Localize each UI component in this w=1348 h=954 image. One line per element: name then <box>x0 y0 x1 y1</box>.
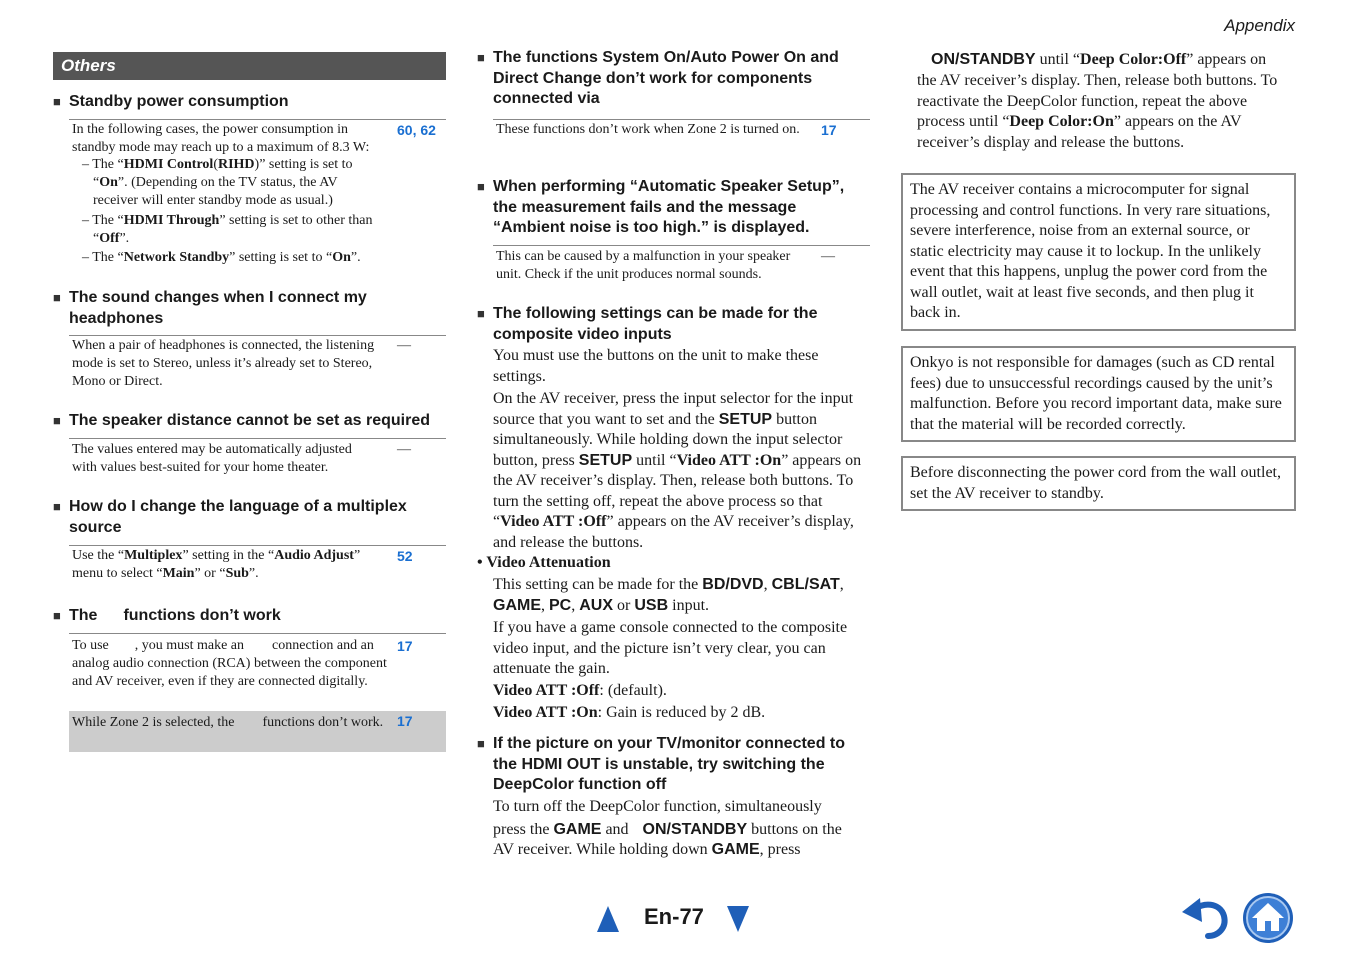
note-box-microcomputer: The AV receiver contains a microcomputer for signal processing and control functions. In very rare situations, severe interference, noise from an external source, or static electricity may cause it to lockup. In the unlikely event that this happens, unplug the power cord from the wall outlet, wait at least five seconds, and then plug it back in. <box>901 173 1296 331</box>
page-link-17[interactable]: 17 <box>397 713 413 729</box>
divider <box>493 245 870 246</box>
entry-text: These functions don’t work when Zone 2 is turned on. <box>496 122 800 137</box>
prev-page-icon[interactable] <box>597 906 619 932</box>
list-item-cont: receiver will enter standby mode as usual.) <box>93 193 333 208</box>
page-ref-none: — <box>397 442 411 457</box>
divider <box>493 119 870 120</box>
list-item-cont: “On”. (Depending on the TV status, the AV <box>93 175 338 190</box>
entry-text: The values entered may be automatically adjusted with values best-suited for your home theater. <box>72 442 352 475</box>
divider <box>69 335 446 336</box>
entry-text: While Zone 2 is selected, the functions don’t work. <box>72 715 384 730</box>
paragraph: If you have a game console connected to the composite video input, and the picture isn’t very clear, you can attenuate the gain. <box>493 619 848 677</box>
home-icon[interactable] <box>1242 892 1294 944</box>
divider <box>69 119 446 120</box>
paragraph: the AV receiver’s display. Then, release both buttons. To reactivate the DeepColor function, repeat the above process until “Deep Color:On” appears on the AV receiver’s display and release the buttons. <box>917 72 1278 151</box>
heading-functions: ■ The functions don’t work <box>53 605 446 626</box>
paragraph: This setting can be made for the BD/DVD, CBL/SAT, GAME, PC, AUX or USB input. <box>493 576 844 614</box>
paragraph: ON/STANDBY until “Deep Color:Off” appears on <box>931 51 1267 68</box>
heading-deepcolor: ■ If the picture on your TV/monitor connected to the HDMI OUT is unstable, try switching the DeepColor function off <box>477 734 870 796</box>
paragraph: On the AV receiver, press the input selector for the input source that you want to set and the SETUP button simultaneously. While holding down the input selector button, press SETUP until “Video ATT :On” appears on the AV receiver’s display. Then, release both buttons. To turn the setting off, repeat the above process so that “Video ATT :Off” appears on the AV receiver’s display, and release the buttons. <box>493 390 862 551</box>
divider <box>69 633 446 634</box>
paragraph: You must use the buttons on the unit to make these settings. <box>493 347 819 385</box>
page-ref-none: — <box>397 338 411 353</box>
section-label: Appendix <box>1224 16 1295 35</box>
page-link-62[interactable]: 62 <box>420 122 436 138</box>
entry-zone2-highlight <box>69 711 446 752</box>
heading-standby-power: ■ Standby power consumption <box>53 91 446 112</box>
heading-composite: ■ The following settings can be made for the composite video inputs <box>477 304 870 345</box>
list-item: – The “HDMI Through” setting is set to other than <box>82 213 373 228</box>
divider <box>69 438 446 439</box>
heading-headphones: ■ The sound changes when I connect my headphones <box>53 287 399 329</box>
page-link-17[interactable]: 17 <box>821 122 837 138</box>
note-box-liability: Onkyo is not responsible for damages (such as CD rental fees) due to unsuccessful recordings caused by the unit’s malfunction. Before you record important data, make sure that the material will be recorded correctly. <box>901 346 1296 442</box>
entry-text: This can be caused by a malfunction in your speaker unit. Check if the unit produces normal sounds. <box>496 249 791 282</box>
list-item: – The “HDMI Control(RIHD)” setting is set to <box>82 157 353 172</box>
paragraph: AV receiver. While holding down GAME, press <box>493 841 801 858</box>
list-item: – The “Network Standby” setting is set to “On”. <box>82 250 361 265</box>
paragraph: press the GAME and ON/STANDBY buttons on the <box>493 821 842 838</box>
page-link-60[interactable]: 60 <box>397 122 413 138</box>
next-page-icon[interactable] <box>727 906 749 932</box>
entry-text: In the following cases, the power consumption in standby mode may reach up to a maximum of 8.3 W: <box>72 122 370 155</box>
page-link-17[interactable]: 17 <box>397 638 413 654</box>
heading-speaker-distance: ■ The speaker distance cannot be set as required <box>53 410 446 431</box>
page-number: En-77 <box>644 904 704 929</box>
paragraph: To turn off the DeepColor function, simultaneously <box>493 798 822 815</box>
entry-text: To use , you must make an connection and an analog audio connection (RCA) between the component and AV receiver, even if they are connected digitally. <box>72 638 387 689</box>
heading-system-on: ■ The functions System On/Auto Power On and Direct Change don’t work for components connected via <box>477 48 870 110</box>
bullet-video-attenuation: • Video Attenuation <box>477 554 611 571</box>
entry-text: When a pair of headphones is connected, the listening mode is set to Stereo, unless it’s already set to Stereo, Mono or Direct. <box>72 338 375 389</box>
page-ref-none: — <box>821 249 835 264</box>
page-link-52[interactable]: 52 <box>397 548 413 564</box>
setting-off: Video ATT :Off: (default). <box>493 682 667 699</box>
setting-on: Video ATT :On: Gain is reduced by 2 dB. <box>493 704 766 721</box>
note-box-power-cord: Before disconnecting the power cord from the wall outlet, set the AV receiver to standby. <box>901 456 1296 511</box>
entry-text: Use the “Multiplex” setting in the “Audio Adjust” menu to select “Main” or “Sub”. <box>72 548 361 581</box>
page-ref: 60, 62 <box>397 122 436 138</box>
divider <box>69 545 446 546</box>
list-item-cont: “Off”. <box>93 231 130 246</box>
heading-speaker-setup: ■ When performing “Automatic Speaker Setup”, the measurement fails and the message “Ambient noise is too high.” is displayed. <box>477 177 870 239</box>
back-icon[interactable] <box>1180 896 1230 940</box>
section-heading-others: Others <box>53 52 446 80</box>
heading-multiplex: ■ How do I change the language of a multiplex source <box>53 496 446 538</box>
